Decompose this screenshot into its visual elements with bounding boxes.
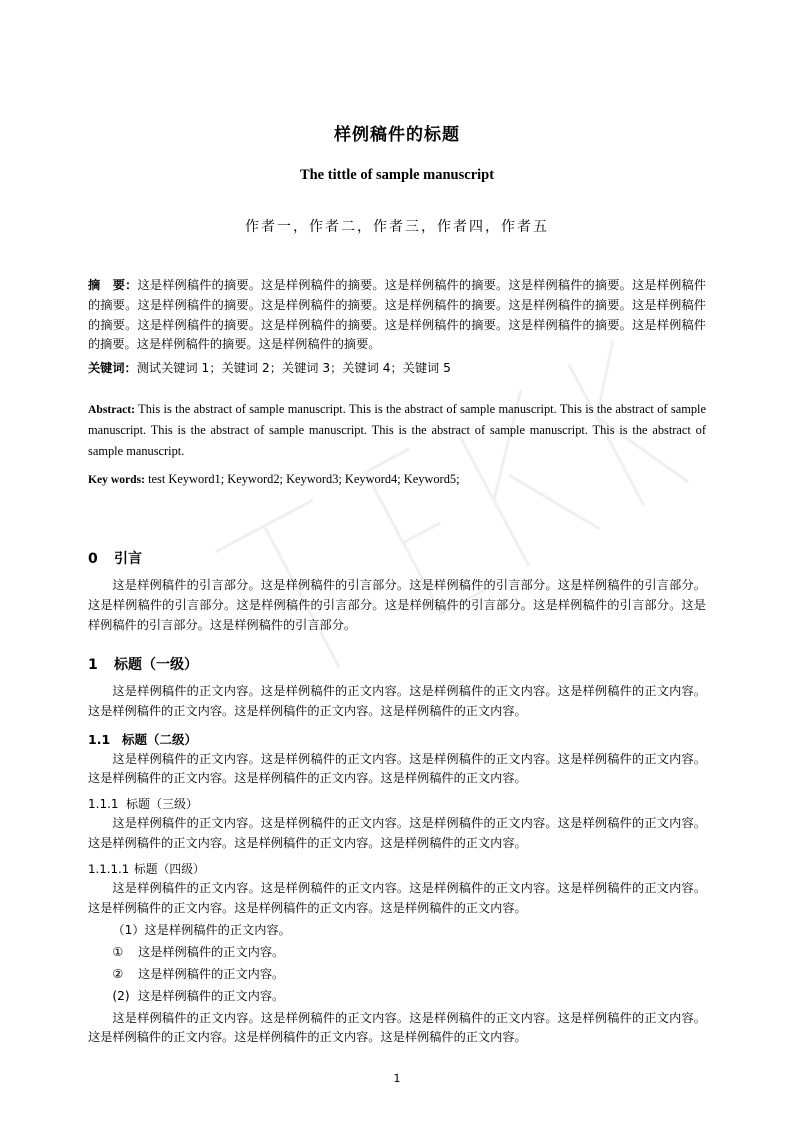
heading-section-1 bbox=[88, 654, 706, 674]
heading-section-0-title: 引言 bbox=[114, 551, 142, 568]
list-item-marker: (2) bbox=[112, 988, 130, 1003]
keywords-en bbox=[88, 469, 706, 490]
list-item-text: 这是样例稿件的正文内容。 bbox=[144, 922, 291, 937]
author-list: 作者一，作者二，作者三，作者四，作者五 bbox=[245, 219, 549, 235]
keywords-cn bbox=[88, 359, 706, 379]
page-number: 1 bbox=[393, 1072, 401, 1085]
list-item-text: 这是样例稿件的正文内容。 bbox=[138, 944, 285, 959]
list-item bbox=[88, 965, 706, 985]
abstract-en-text: This is the abstract of sample manuscript. This is the abstract of sample manuscript. This is the abstract of sample manuscript. This is the abstract of sample manuscript. This is the abstract of sample manuscript. This is the abstract of sample manuscript. bbox=[88, 401, 706, 459]
list-item bbox=[88, 943, 706, 963]
page-title-cn: 样例稿件的标题 bbox=[334, 125, 460, 145]
heading-section-1-1-1-title: 标题（三级） bbox=[126, 797, 199, 812]
list-item-text: 这是样例稿件的正文内容。 bbox=[138, 988, 285, 1003]
heading-section-1-1-1 bbox=[88, 795, 706, 812]
paragraph-section-1: 这是样例稿件的正文内容。这是样例稿件的正文内容。这是样例稿件的正文内容。这是样例稿件的正文内容。这是样例稿件的正文内容。这是样例稿件的正文内容。这是样例稿件的正文内容。 bbox=[88, 683, 706, 718]
paragraph-section-1-1: 这是样例稿件的正文内容。这是样例稿件的正文内容。这是样例稿件的正文内容。这是样例稿件的正文内容。这是样例稿件的正文内容。这是样例稿件的正文内容。这是样例稿件的正文内容。 bbox=[88, 751, 706, 786]
keywords-cn-label: 关键词： bbox=[88, 361, 137, 376]
heading-section-1-1-1-1-number: 1.1.1.1 bbox=[88, 862, 130, 877]
keywords-en-text: test Keyword1; Keyword2; Keyword3; Keyword4; Keyword5; bbox=[145, 471, 460, 486]
keywords-cn-text: 测试关键词 1；关键词 2；关键词 3；关键词 4；关键词 5 bbox=[136, 361, 451, 376]
heading-section-1-1-1-number: 1.1.1 bbox=[88, 797, 119, 812]
heading-section-1-title: 标题（一级） bbox=[114, 656, 198, 673]
heading-section-1-1-number: 1.1 bbox=[88, 731, 111, 747]
list-item bbox=[88, 921, 706, 941]
abstract-cn bbox=[88, 276, 706, 355]
list-item-marker: （1） bbox=[112, 922, 145, 937]
heading-section-1-1-title: 标题（二级） bbox=[122, 731, 198, 747]
heading-section-0 bbox=[88, 548, 706, 568]
abstract-cn-label: 摘 要： bbox=[88, 278, 138, 292]
paragraph-section-1-1-1: 这是样例稿件的正文内容。这是样例稿件的正文内容。这是样例稿件的正文内容。这是样例稿件的正文内容。这是样例稿件的正文内容。这是样例稿件的正文内容。这是样例稿件的正文内容。 bbox=[88, 816, 706, 851]
list-item-marker: ① bbox=[112, 944, 124, 959]
list-item-text: 这是样例稿件的正文内容。 bbox=[138, 966, 285, 981]
page-title-en: The tittle of sample manuscript bbox=[299, 167, 495, 183]
heading-section-1-1-1-1-title: 标题（四级） bbox=[134, 862, 205, 877]
abstract-en bbox=[88, 399, 706, 463]
paragraph-section-0: 这是样例稿件的引言部分。这是样例稿件的引言部分。这是样例稿件的引言部分。这是样例稿件的引言部分。这是样例稿件的引言部分。这是样例稿件的引言部分。这是样例稿件的引言部分。这是样例稿件的引言部分。这是样例稿件的引言部分。这是样例稿件的引言部分。 bbox=[88, 578, 706, 632]
abstract-en-label: Abstract: bbox=[88, 402, 136, 416]
paragraph-section-1-1-1-1: 这是样例稿件的正文内容。这是样例稿件的正文内容。这是样例稿件的正文内容。这是样例稿件的正文内容。这是样例稿件的正文内容。这是样例稿件的正文内容。这是样例稿件的正文内容。 bbox=[88, 881, 706, 916]
keywords-en-label: Key words: bbox=[88, 472, 145, 486]
paragraph-section-1-1-1-1-after: 这是样例稿件的正文内容。这是样例稿件的正文内容。这是样例稿件的正文内容。这是样例稿件的正文内容。这是样例稿件的正文内容。这是样例稿件的正文内容。这是样例稿件的正文内容。 bbox=[88, 1010, 706, 1045]
heading-section-1-1-1-1 bbox=[88, 860, 706, 877]
list-item-marker: ② bbox=[112, 966, 124, 981]
list-item bbox=[88, 987, 706, 1007]
heading-section-0-number: 0 bbox=[88, 551, 98, 568]
heading-section-1-1 bbox=[88, 730, 706, 748]
abstract-cn-text: 这是样例稿件的摘要。这是样例稿件的摘要。这是样例稿件的摘要。这是样例稿件的摘要。这是样例稿件的摘要。这是样例稿件的摘要。这是样例稿件的摘要。这是样例稿件的摘要。这是样例稿件的摘要。这是样例稿件的摘要。这是样例稿件的摘要。这是样例稿件的摘要。这是样例稿件的摘要。这是样例稿件的摘要。这是样例稿件的摘要。这是样例稿件的摘要。这是样例稿件的摘要。 bbox=[88, 278, 707, 352]
heading-section-1-number: 1 bbox=[88, 656, 98, 673]
